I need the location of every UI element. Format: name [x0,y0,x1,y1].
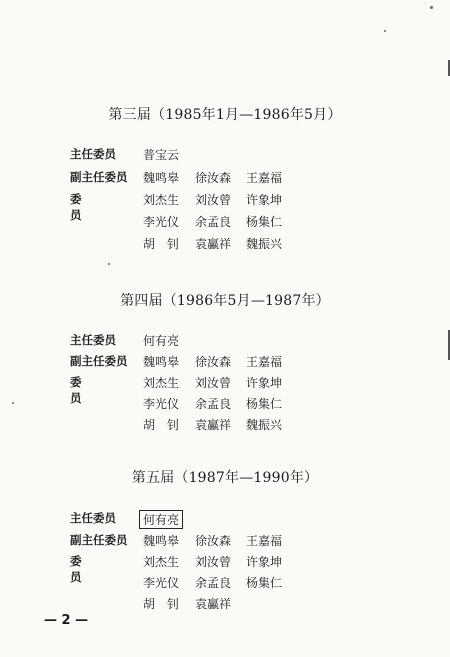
term-5-title: 第五届（1987年—1990年） [131,470,319,486]
member-name: 魏振兴 [246,418,283,432]
term-5-deputy-row [0,532,450,552]
deputy-name: 徐汝森 [195,534,232,548]
term-3-members-row [0,213,450,233]
member-name: 李光仪 [143,576,180,590]
page-number: — 2 — [44,613,89,628]
member-name: 李光仪 [143,215,180,229]
member-name: 刘汝曾 [195,376,232,390]
term-3-director-row [0,146,450,166]
term-5-members-row [0,574,450,594]
member-name: 袁鸁祥 [195,418,232,432]
scan-speck [384,30,386,32]
deputy-label: 副主任委员 [70,533,128,547]
member-name: 许象坤 [246,376,283,390]
term-3-title: 第三届（1985年1月—1986年5月） [108,107,342,123]
scan-speck [12,402,14,404]
deputy-name: 王嘉福 [246,171,283,185]
term-4-director-row [0,332,450,352]
term-4-members-row [0,395,450,415]
scan-speck [108,263,110,265]
deputy-name: 魏鸣皋 [143,171,180,185]
member-name: 刘汝曾 [195,193,232,207]
deputy-name: 魏鸣皋 [143,534,180,548]
member-name: 余孟良 [195,397,232,411]
scan-speck [430,6,433,9]
member-name: 刘杰生 [143,555,180,569]
member-name: 余孟良 [195,576,232,590]
member-name: 刘杰生 [143,376,180,390]
director-label: 主任委员 [70,333,116,347]
term-5-members-row [0,595,450,615]
member-name: 胡 钊 [143,597,180,611]
deputy-label: 副主任委员 [70,354,128,368]
member-name: 杨集仁 [246,576,283,590]
members-label: 委员 [70,192,104,222]
member-name: 胡 钊 [143,237,180,251]
director-label: 主任委员 [70,511,116,525]
members-label: 委员 [70,554,104,584]
director-name: 何有亮 [143,334,180,348]
deputy-label: 副主任委员 [70,170,128,184]
member-name: 余孟良 [195,215,232,229]
member-name: 杨集仁 [246,215,283,229]
deputy-name: 王嘉福 [246,534,283,548]
term-4-deputy-row [0,353,450,373]
member-name: 李光仪 [143,397,180,411]
term-3-deputy-row [0,169,450,189]
director-label: 主任委员 [70,147,116,161]
deputy-name: 魏鸣皋 [143,355,180,369]
member-name: 魏振兴 [246,237,283,251]
member-name: 刘汝曾 [195,555,232,569]
term-5-director-row [0,510,450,530]
member-name: 胡 钊 [143,418,180,432]
member-name: 袁鸁祥 [195,237,232,251]
member-name: 杨集仁 [246,397,283,411]
director-name-boxed: 何有亮 [139,510,183,529]
term-4-members-row [0,416,450,436]
deputy-name: 王嘉福 [246,355,283,369]
members-label: 委员 [70,375,104,405]
member-name: 许象坤 [246,555,283,569]
member-name: 袁鸁祥 [195,597,232,611]
deputy-name: 徐汝森 [195,355,232,369]
term-4-title: 第四届（1986年5月—1987年） [120,293,330,309]
term-3-members-row [0,235,450,255]
member-name: 许象坤 [246,193,283,207]
member-name: 刘杰生 [143,193,180,207]
director-name: 普宝云 [143,148,180,162]
deputy-name: 徐汝森 [195,171,232,185]
